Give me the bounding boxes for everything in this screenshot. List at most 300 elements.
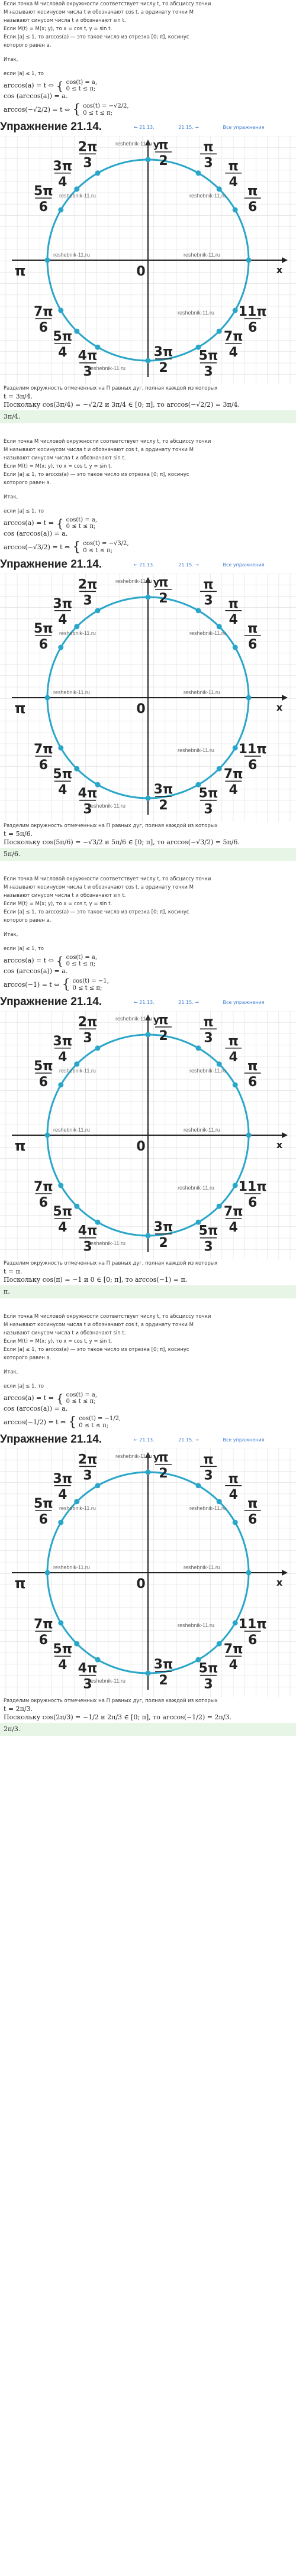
definition-cond-2: 0 ≤ t ≤ π; [66,86,96,92]
label-3pi4-num: 3π [53,1033,73,1049]
prev-exercise-link[interactable]: ← 21.13. [134,125,155,130]
answer-box: 2π/3. [0,1723,296,1736]
label-7pi6-den: 6 [38,320,48,335]
label-4pi3-den: 3 [83,364,92,380]
label-5pi3-den: 3 [204,1677,213,1692]
label-7pi4-den: 4 [229,1658,238,1673]
solution-result: t = π. [4,1268,22,1275]
answer-box: 5π/6. [0,848,296,861]
label-5pi4-den: 4 [58,783,67,798]
task-cond-1: cos(t) = −√2/2, [83,103,129,109]
watermark-text: reshebnik-11.ru [59,193,96,199]
next-exercise-link[interactable]: 21.15. → [178,1437,199,1443]
solution-check: Поскольку cos(π) = −1 и 0 ∈ [0; π], то arccos(−1) = π. [4,1276,188,1284]
itak-line: Итак, [4,57,18,63]
watermark-text: reshebnik-11.ru [184,252,220,258]
unit-circle-figure [0,573,296,822]
theory-text [0,0,296,117]
watermark-text: reshebnik-11.ru [178,747,214,753]
label-4pi3-num: 4π [78,348,98,364]
circle-point [58,1183,63,1188]
label-pi2-den: 2 [159,1466,168,1481]
label-7pi4-num: 7π [223,1642,243,1657]
definition-conditions [66,517,97,530]
definition-cond-1: cos(t) = a, [66,1392,98,1398]
circle-point [146,1470,151,1475]
task-conditions [73,978,109,992]
circle-point [95,170,101,176]
solution-line: Разделим окружность отмеченных на П равных дуг, полная каждой из которых [4,385,218,391]
exercise-nav [134,125,287,130]
definition-system [0,517,296,530]
circle-point [58,1083,63,1088]
unit-circle-svg [0,573,296,822]
label-7pi6-num: 7π [33,742,53,757]
task-system [0,978,296,992]
label-3pi2-num: 3π [153,782,173,797]
circle-point [217,329,222,334]
theory-line: Если M(t) = M(x; y), то x = cos t, y = sin t. [4,26,112,32]
label-3pi4-den: 4 [58,1487,67,1502]
watermark-text: reshebnik-11.ru [189,193,226,199]
label-pi6-den: 6 [248,200,258,215]
circle-point [217,186,222,192]
watermark-text: reshebnik-11.ru [59,1505,96,1511]
label-2pi3-num: 2π [78,140,98,155]
exercise-nav [134,562,287,568]
label-pi4-den: 4 [229,174,238,190]
theory-line: называют синусом числа t и обозначают sin t. [4,1330,126,1336]
watermark-text: reshebnik-11.ru [89,365,126,371]
watermark-text: reshebnik-11.ru [53,689,90,695]
circle-point [233,746,238,751]
label-3pi2-den: 2 [159,1673,168,1688]
label-pi2-den: 2 [159,591,168,606]
label-2pi3-den: 3 [83,1031,92,1046]
unit-circle-figure [0,1011,296,1259]
definition-system [0,1392,296,1405]
label-pi3-num: π [203,577,214,592]
theory-line: Если точка M числовой окружности соответствует числу t, то абсциссу точки [4,439,211,445]
solution-result: t = 2π/3. [4,1705,33,1713]
brace-icon: { [56,1391,64,1405]
label-y: y [153,576,160,588]
theory-line: M называют косинусом числа t и обозначают cos t, а ординату точки M [4,884,194,890]
theory-line: M называют косинусом числа t и обозначают cos t, а ординату точки M [4,447,194,453]
watermark-text: reshebnik-11.ru [89,1678,126,1684]
task-conditions [83,540,128,555]
label-3pi4-num: 3π [53,158,73,174]
exercise-header [0,1430,296,1449]
unit-circle-svg [0,136,296,384]
definition-equation: cos (arccos(a)) = a. [4,1405,68,1412]
label-5pi6-den: 6 [38,1075,48,1090]
unit-circle-figure [0,1449,296,1697]
theory-line: Если M(t) = M(x; y), то x = cos t, y = sin t. [4,464,112,469]
watermark-text: reshebnik-11.ru [189,630,226,636]
brace-icon: { [56,79,64,93]
label-pi3-den: 3 [204,155,213,171]
label-5pi6-num: 5π [33,621,53,636]
exercise-title: Упражнение 21.14. [0,558,102,571]
circle-point [45,695,50,701]
watermark-text: reshebnik-11.ru [115,1453,152,1459]
label-5pi4-den: 4 [58,1220,67,1236]
theory-line: называют синусом числа t и обозначают sin t. [4,18,126,24]
theory-line: называют синусом числа t и обозначают sin t. [4,893,126,899]
label-5pi3-num: 5π [198,1223,218,1239]
circle-point [233,1621,238,1626]
label-pi4-den: 4 [229,1049,238,1065]
label-pi6-num: π [247,184,258,199]
label-5pi6-num: 5π [33,184,53,199]
circle-point [196,1045,201,1051]
unit-circle-svg [0,1449,296,1697]
task-system [0,540,296,555]
circle-point [246,258,252,263]
task-cond-1: cos(t) = −1, [72,978,109,984]
definition-cond-1: cos(t) = a, [66,79,98,86]
label-3pi4-den: 4 [58,174,67,190]
brace-icon: { [72,102,81,117]
label-pi6-den: 6 [248,1075,258,1090]
circle-point [146,1671,151,1676]
label-7pi4-num: 7π [223,329,243,345]
all-exercises-link[interactable]: Все упражнения [223,125,265,130]
spacer [0,1298,296,1313]
circle-point [217,1204,222,1209]
label-5pi3-num: 5π [198,1661,218,1676]
circle-point [196,170,201,176]
theory-line: Если точка M числовой окружности соответствует числу t, то абсциссу точки [4,1,211,7]
label-pi4-num: π [228,158,239,174]
label-5pi6-num: 5π [33,1059,53,1074]
exercise-block [0,1313,296,1750]
label-pi2-num: π [158,138,169,153]
circle-point [45,1570,50,1576]
spacer [0,423,296,438]
label-4pi3-den: 3 [83,1239,92,1255]
unit-circle-svg [0,1011,296,1259]
label-11pi6-den: 6 [248,1195,258,1210]
label-pi3-num: π [203,1452,214,1467]
label-5pi3-num: 5π [198,786,218,801]
label-2pi3-den: 3 [83,593,92,608]
label-pi4-num: π [228,596,239,611]
theory-line: Если |a| ≤ 1, то arccos(a) — это такое число из отрезка [0; π], косинус [4,909,189,915]
condition-line: если |a| ≤ 1, то [4,946,44,952]
circle-point [74,624,79,629]
task-cond-1: cos(t) = −1/2, [79,1415,121,1422]
definition-left: arccos(a) = t ⇔ [4,519,54,527]
exercise-block [0,875,296,1313]
theory-line: M называют косинусом числа t и обозначают cos t, а ординату точки M [4,9,194,15]
label-2pi3-num: 2π [78,1015,98,1030]
circle-point [74,1641,79,1647]
definition-conditions [66,1392,97,1405]
label-7pi6-num: 7π [33,1617,53,1632]
theory-text [0,438,296,555]
label-7pi6-den: 6 [38,1195,48,1210]
theory-line: называют синусом числа t и обозначают sin t. [4,455,126,461]
task-left: arccos(−1/2) = t ⇔ [4,1418,66,1426]
task-system [0,1415,296,1430]
label-pi: π [14,700,26,717]
label-5pi6-den: 6 [38,200,48,215]
definition-equation: cos (arccos(a)) = a. [4,530,68,537]
label-3pi2-num: 3π [153,345,173,359]
label-zero: 0 [136,264,146,279]
exercise-title: Упражнение 21.14. [0,121,102,133]
label-5pi3-den: 3 [204,802,213,817]
circle-point [246,1133,252,1138]
label-pi2-num: π [158,575,169,590]
label-x: x [276,1577,283,1588]
label-3pi4-num: 3π [53,1471,73,1486]
label-3pi2-den: 2 [159,361,168,375]
circle-point [74,766,79,772]
label-5pi6-num: 5π [33,1496,53,1511]
solution-result: t = 3π/4. [4,393,33,400]
definition-conditions [66,954,97,967]
circle-point [233,1083,238,1088]
all-exercises-link[interactable]: Все упражнения [223,1000,265,1005]
theory-line: Если |a| ≤ 1, то arccos(a) — это такое число из отрезка [0; π], косинус [4,34,189,40]
circle-point [95,1483,101,1488]
label-pi3-den: 3 [204,1031,213,1046]
label-5pi3-den: 3 [204,364,213,380]
circle-point [74,1499,79,1504]
label-x: x [276,1139,283,1151]
label-5pi4-num: 5π [53,767,73,782]
label-4pi3-den: 3 [83,802,92,817]
next-exercise-link[interactable]: 21.15. → [178,125,199,130]
next-exercise-link[interactable]: 21.15. → [178,1000,199,1005]
theory-line: которого равен a. [4,1355,52,1361]
label-5pi6-den: 6 [38,637,48,652]
exercise-header [0,117,296,136]
spacer [0,1736,296,1750]
circle-point [146,1032,151,1038]
label-zero: 0 [136,702,146,717]
watermark-text: reshebnik-11.ru [189,1068,226,1074]
theory-line: Если M(t) = M(x; y), то x = cos t, y = sin t. [4,901,112,907]
label-7pi6-num: 7π [33,1180,53,1194]
label-5pi4-num: 5π [53,1204,73,1220]
watermark-text: reshebnik-11.ru [115,1016,152,1022]
label-5pi3-num: 5π [198,348,218,364]
exercise-title: Упражнение 21.14. [0,996,102,1008]
condition-line: если |a| ≤ 1, то [4,1383,44,1389]
label-7pi4-num: 7π [223,767,243,782]
label-pi4-num: π [228,1471,239,1486]
exercise-header [0,555,296,573]
exercise-nav [134,1437,287,1443]
label-7pi4-num: 7π [223,1204,243,1220]
label-x: x [276,702,283,713]
label-pi6-num: π [247,1059,258,1074]
label-11pi6-num: 11π [238,304,267,319]
exercise-block [0,0,296,438]
itak-line: Итак, [4,932,18,938]
circle-point [146,157,151,163]
circle-point [233,308,238,313]
definition-system [0,954,296,967]
label-3pi2-num: 3π [153,1657,173,1672]
x-axis-arrow-icon [282,695,288,701]
circle-point [217,766,222,772]
theory-line: которого равен a. [4,480,52,486]
label-11pi6-den: 6 [248,320,258,335]
theory-text [0,1313,296,1430]
task-cond-2: 0 ≤ t ≤ π; [83,547,113,554]
label-11pi6-num: 11π [238,742,267,757]
circle-point [146,358,151,364]
solution-line: Разделим окружность отмеченных на П равных дуг, полная каждой из которых [4,823,218,829]
circle-point [146,796,151,801]
label-pi4-den: 4 [229,612,238,627]
watermark-text: reshebnik-11.ru [115,578,152,584]
brace-icon: { [56,954,64,968]
task-left: arccos(−√3/2) = t ⇔ [4,543,70,551]
label-7pi4-den: 4 [229,1220,238,1236]
definition-cond-2: 0 ≤ t ≤ π; [66,961,96,967]
label-pi3-den: 3 [204,593,213,608]
definition-cond-2: 0 ≤ t ≤ π; [66,523,96,530]
watermark-text: reshebnik-11.ru [184,689,220,695]
task-conditions [79,1415,121,1430]
definition-left: arccos(a) = t ⇔ [4,82,54,89]
definition-conditions [66,79,97,92]
brace-icon: { [72,540,81,555]
watermark-text: reshebnik-11.ru [184,1564,220,1570]
watermark-text: reshebnik-11.ru [59,630,96,636]
task-cond-2: 0 ≤ t ≤ π; [72,985,102,991]
watermark-text: reshebnik-11.ru [89,1240,126,1246]
exercise-header [0,992,296,1011]
definition-cond-2: 0 ≤ t ≤ π; [66,1398,96,1405]
definition-left: arccos(a) = t ⇔ [4,957,54,964]
label-pi: π [14,263,26,279]
watermark-text: reshebnik-11.ru [53,252,90,258]
exercise-title: Упражнение 21.14. [0,1433,102,1446]
label-7pi4-den: 4 [229,783,238,798]
circle-point [95,608,101,613]
label-pi3-den: 3 [204,1468,213,1483]
watermark-text: reshebnik-11.ru [59,1068,96,1074]
circle-point [233,645,238,650]
x-axis-arrow-icon [282,1132,288,1138]
watermark-text: reshebnik-11.ru [184,1127,220,1133]
label-zero: 0 [136,1577,146,1592]
label-pi3-num: π [203,1015,214,1030]
label-pi6-num: π [247,1496,258,1511]
label-4pi3-num: 4π [78,1223,98,1239]
theory-line: Если |a| ≤ 1, то arccos(a) — это такое число из отрезка [0; π], косинус [4,1347,189,1353]
solution-check: Поскольку cos(2π/3) = −1/2 и 2π/3 ∈ [0; π], то arccos(−1/2) = 2π/3. [4,1713,231,1721]
label-2pi3-num: 2π [78,577,98,592]
circle-point [233,208,238,213]
unit-circle-figure [0,136,296,384]
circle-point [74,329,79,334]
label-pi2-den: 2 [159,1029,168,1044]
theory-line: Если M(t) = M(x; y), то x = cos t, y = sin t. [4,1339,112,1344]
theory-line: Если |a| ≤ 1, то arccos(a) — это такое число из отрезка [0; π], косинус [4,472,189,478]
prev-exercise-link[interactable]: ← 21.13. [134,562,155,568]
watermark-text: reshebnik-11.ru [89,803,126,809]
circle-point [45,258,50,263]
task-cond-2: 0 ≤ t ≤ π; [83,110,113,116]
theory-line: которого равен a. [4,43,52,48]
task-left: arccos(−√2/2) = t ⇔ [4,106,70,114]
label-5pi4-den: 4 [58,1658,67,1673]
label-3pi2-den: 2 [159,1236,168,1250]
theory-line: M называют косинусом числа t и обозначают cos t, а ординату точки M [4,1322,194,1328]
brace-icon: { [62,977,70,992]
answer-box: 3π/4. [0,410,296,423]
label-7pi4-den: 4 [229,345,238,361]
solution-line: Разделим окружность отмеченных на П равных дуг, полная каждой из которых [4,1261,218,1266]
solution-line: Разделим окружность отмеченных на П равных дуг, полная каждой из которых [4,1698,218,1704]
label-pi2-den: 2 [159,154,168,169]
label-pi2-num: π [158,1450,169,1465]
condition-line: если |a| ≤ 1, то [4,508,44,514]
condition-line: если |a| ≤ 1, то [4,71,44,77]
label-3pi4-den: 4 [58,1049,67,1065]
all-exercises-link[interactable]: Все упражнения [223,1437,265,1443]
next-exercise-link[interactable]: 21.15. → [178,562,199,568]
circle-point [58,308,63,313]
circle-point [74,1204,79,1209]
exercise-block [0,438,296,875]
prev-exercise-link[interactable]: ← 21.13. [134,1437,155,1443]
itak-line: Итак, [4,494,18,500]
circle-point [233,1520,238,1525]
solution-check: Поскольку cos(5π/6) = −√3/2 и 5π/6 ∈ [0; π], то arccos(−√3/2) = 5π/6. [4,838,240,846]
definition-equation: cos (arccos(a)) = a. [4,967,68,975]
circle-point [74,1061,79,1067]
solution-result: t = 5π/6. [4,830,33,838]
watermark-text: reshebnik-11.ru [53,1564,90,1570]
all-exercises-link[interactable]: Все упражнения [223,562,265,568]
label-pi: π [14,1575,26,1592]
label-pi6-den: 6 [248,1512,258,1527]
label-pi6-num: π [247,621,258,636]
label-7pi6-den: 6 [38,1633,48,1648]
exercise-nav [134,1000,287,1005]
watermark-text: reshebnik-11.ru [178,1185,214,1191]
label-7pi6-den: 6 [38,758,48,773]
circle-point [58,208,63,213]
circle-point [246,1570,252,1576]
circle-point [95,1045,101,1051]
label-4pi3-den: 3 [83,1677,92,1692]
label-3pi4-num: 3π [53,596,73,611]
prev-exercise-link[interactable]: ← 21.13. [134,1000,155,1005]
label-4pi3-num: 4π [78,1661,98,1676]
label-zero: 0 [136,1139,146,1154]
watermark-text: reshebnik-11.ru [53,1127,90,1133]
circle-point [58,645,63,650]
label-11pi6-num: 11π [238,1180,267,1194]
circle-point [74,186,79,192]
task-cond-1: cos(t) = −√3/2, [83,540,129,547]
label-2pi3-den: 3 [83,155,92,171]
label-11pi6-den: 6 [248,758,258,773]
label-pi2-num: π [158,1013,169,1028]
label-pi4-den: 4 [229,1487,238,1502]
itak-line: Итак, [4,1369,18,1375]
